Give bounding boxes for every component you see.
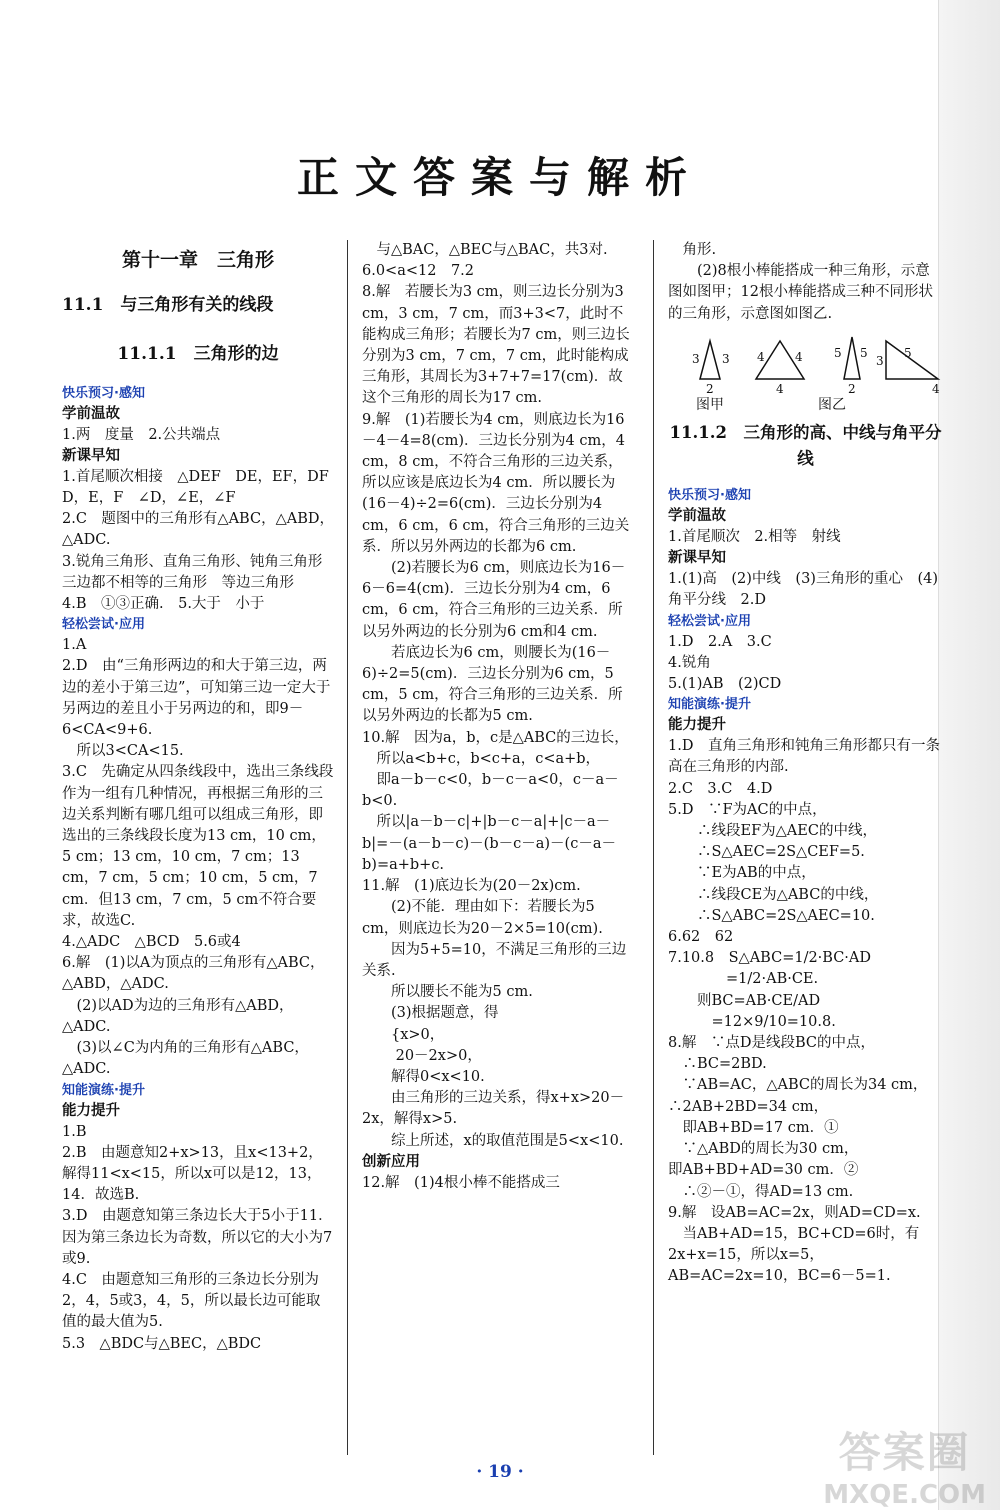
answer-line: 10.解 因为a，b，c是△ABC的三边长，: [362, 729, 629, 746]
answer-line: (3)以∠C为内角的三角形有△ABC，△ADC.: [62, 1040, 309, 1078]
tri2-left: 4: [757, 349, 765, 364]
column-3: [668, 240, 943, 1288]
answer-line: 4.△ADC △BCD 5.6或4: [62, 934, 241, 951]
answer-line: 4.锐角: [668, 654, 711, 671]
answer-line: 2.D 由“三角形两边的和大于第三边，两边的差小于第三边”，可知第三边一定大于另两边的差且小于另两边的和，即9－6<CA<9+6.: [62, 658, 331, 739]
tri2-right: 4: [795, 349, 803, 364]
answer-line: {x>0，: [362, 1026, 445, 1043]
answer-line: ∴线段EF为△AEC的中线，: [668, 823, 877, 840]
column-divider-2: [653, 240, 654, 1455]
watermark-url: MXQE.COM: [823, 1480, 986, 1510]
answer-line: 8.解 ∵点D是线段BC的中点，: [668, 1035, 875, 1052]
sub-heading: 学前温故: [668, 508, 726, 525]
column-3-content: [668, 486, 943, 1288]
answer-line: 所以a<b+c，b<c+a，c<a+b，: [362, 750, 601, 767]
tri3-right: 5: [860, 345, 868, 360]
caption-figure-a: 图甲: [696, 396, 724, 413]
column-3-top-content: [668, 240, 943, 325]
section-heading: 11.1 与三角形有关的线段: [62, 295, 274, 316]
tri4-right: 5: [904, 345, 912, 360]
answer-line: 1.(1)高 (2)中线 (3)三角形的重心 (4)角平分线 2.D: [668, 571, 938, 609]
tri3-left: 5: [834, 345, 842, 360]
answer-line: 所以|a－b－c|+|b－c－a|+|c－a－b|=－(a－b－c)－(b－c－a)－(c－a－b)=a+b+c.: [362, 814, 616, 873]
answer-line: 则BC=AB·CE/AD: [668, 992, 821, 1009]
answer-line: =12×9/10=10.8.: [668, 1013, 836, 1030]
answer-line: ∴S△ABC=2S△AEC=10.: [668, 907, 875, 924]
watermark-logo: 答案圈: [838, 1428, 971, 1477]
tri1-left: 3: [692, 351, 700, 366]
section-tag: 快乐预习·感知: [62, 385, 145, 401]
sub-heading: 能力提升: [62, 1102, 120, 1119]
answer-line: 即a－b－c<0，b－c－a<0，c－a－b<0.: [362, 772, 619, 810]
answer-line: (2)8根小棒能搭成一种三角形，示意图如图甲；12根小棒能搭成三种不同形状的三角形，示意图如图乙.: [668, 263, 933, 322]
answer-line: 6.62 62: [668, 929, 734, 946]
answer-line: 12.解 (1)4根小棒不能搭成三: [362, 1174, 560, 1191]
answer-line: 11.解 (1)底边长为(20－2x)cm.: [362, 878, 581, 895]
answer-line: 当AB+AD=15，BC+CD=6时，有2x+x=15，所以x=5，AB=AC=2x=10，BC=6－5=1.: [668, 1225, 920, 1285]
answer-line: 1.D 直角三角形和钝角三角形都只有一条高在三角形的内部.: [668, 738, 940, 776]
answer-line: 解得0<x<10.: [362, 1068, 485, 1085]
answer-line: 即AB+BD+AD=30 cm．②: [668, 1162, 859, 1179]
answer-line: 与△BAC，△BEC与△BAC，共3对.: [362, 242, 608, 258]
triangle-figure: [668, 331, 943, 395]
answer-line: 4.B ①③正确. 5.大于 小于: [62, 596, 265, 613]
tri4-base: 4: [932, 381, 940, 395]
answer-line: 1.D 2.A 3.C: [668, 633, 772, 650]
column-1-content: [62, 384, 344, 1355]
answer-line: 所以腰长不能为5 cm.: [362, 984, 533, 1001]
answer-line: ∴S△AEC=2S△CEF=5.: [668, 844, 865, 861]
triangle-d: [886, 341, 938, 379]
answer-line: 6.解 (1)以A为顶点的三角形有△ABC，△ABD，△ADC.: [62, 955, 325, 993]
caption-figure-b: 图乙: [818, 396, 846, 413]
figure-captions: [696, 395, 846, 416]
subsection-heading-2: 11.1.2 三角形的高、中线与角平分线: [669, 423, 942, 469]
section-tag: 知能演练·提升: [668, 697, 751, 713]
answer-line: 9.解 设AB=AC=2x，则AD=CD=x.: [668, 1204, 921, 1221]
section-tag: 知能演练·提升: [62, 1082, 145, 1098]
triangle-c: [844, 337, 860, 379]
answer-line: 1.A: [62, 637, 87, 654]
column-1: [62, 240, 344, 1355]
sub-heading: 创新应用: [362, 1153, 420, 1170]
column-2-content: [362, 240, 634, 1194]
answer-line: ∴②－①，得AD=13 cm.: [668, 1183, 854, 1200]
answer-line: 9.解 (1)若腰长为4 cm，则底边长为16－4－4=8(cm)．三边长分别为4 cm，4 cm，8 cm，不符合三角形的三边关系，所以应该是底边长为4 cm．所以腰长为(16－4)÷2=6(cm)．三边长分别为4 cm，6 cm，6 cm，符合三角形的三边关系．所以另外两边的长都为6 cm.: [362, 411, 630, 555]
answer-line: 3.C 先确定从四条线段中，选出三条线段作为一组有几种情况，再根据三角形的三边关系判断有哪几组可以组成三角形，即选出的三条线段长度为13 cm，10 cm，5 cm；13 cm，10 cm，7 cm；13 cm，7 cm，5 cm；10 cm，5 cm，7 cm．但13 cm，7 cm，5 cm不符合要求，故选C.: [62, 764, 334, 929]
answer-line: 所以3<CA<15.: [62, 743, 184, 760]
triangle-a: [700, 341, 720, 379]
page-title: 正文答案与解析: [296, 153, 703, 202]
sub-heading: 新课早知: [668, 550, 726, 567]
answer-line: 1.首尾顺次 2.相等 射线: [668, 529, 841, 546]
column-2: [362, 240, 634, 1194]
subsection-heading: 11.1.1 三角形的边: [117, 344, 279, 365]
section-tag: 轻松尝试·应用: [62, 617, 145, 633]
tri4-left: 3: [876, 353, 884, 368]
watermark: [823, 1420, 986, 1510]
answer-line: (2)若腰长为6 cm，则底边长为16－6－6=4(cm)．三边长分别为4 cm，6 cm，6 cm，符合三角形的三边关系．所以另外两边的长分别为6 cm和4 cm.: [362, 560, 626, 640]
answer-line: 1.B: [62, 1123, 87, 1140]
answer-line: 若底边长为6 cm，则腰长为(16－6)÷2=5(cm)．三边长分别为6 cm，5 cm，5 cm，符合三角形的三边关系．所以另外两边的长都为5 cm.: [362, 644, 623, 725]
answer-line: (3)根据题意，得: [362, 1005, 499, 1022]
answer-line: 3.D 由题意知第三条边长大于5小于11．因为第三条边长为奇数，所以它的大小为7或9.: [62, 1208, 333, 1267]
answer-line: 2.C 3.C 4.D: [668, 780, 773, 797]
answer-line: 5.D ∵F为AC的中点，: [668, 801, 827, 818]
page-number: · 19 ·: [476, 1462, 524, 1482]
answer-line: 20－2x>0，: [362, 1047, 482, 1064]
answer-line: 6.0<a<12 7.2: [362, 263, 475, 280]
answer-line: 1.两 度量 2.公共端点: [62, 426, 221, 443]
answer-line: (2)以AD为边的三角形有△ABD，△ADC.: [62, 997, 294, 1035]
answer-line: 角形.: [668, 242, 717, 258]
answer-line: ∴线段CE为△ABC的中线，: [668, 886, 879, 903]
answer-line: 即AB+BD=17 cm．①: [668, 1119, 839, 1136]
section-tag: 轻松尝试·应用: [668, 613, 751, 629]
answer-line: 4.C 由题意知三角形的三条边长分别为2，4，5或3，4，5，所以最长边可能取值的最大值为5.: [62, 1271, 321, 1331]
answer-line: 综上所述，x的取值范围是5<x<10.: [362, 1132, 624, 1149]
page-spine-shadow: [938, 0, 1000, 1510]
answer-line: 7.10.8 S△ABC=1/2·BC·AD: [668, 950, 872, 967]
answer-line: 3.锐角三角形、直角三角形、钝角三角形 三边都不相等的三角形 等边三角形: [62, 553, 337, 591]
answer-line: 2.B 由题意知2+x>13，且x<13+2，解得11<x<15，所以x可以是12，13，14．故选B.: [62, 1144, 323, 1204]
column-divider-1: [347, 240, 348, 1455]
answer-line: 由三角形的三边关系，得x+x>20－2x，解得x>5.: [362, 1090, 625, 1128]
answer-line: =1/2·AB·CE.: [668, 971, 819, 988]
tri3-base: 2: [848, 381, 856, 395]
answer-line: 2.C 题图中的三角形有△ABC，△ABD，△ADC.: [62, 511, 334, 549]
chapter-heading: 第十一章 三角形: [121, 249, 274, 271]
answer-line: ∴BC=2BD.: [668, 1056, 767, 1073]
tri1-right: 3: [722, 351, 730, 366]
answer-line: 1.首尾顺次相接 △DEF DE，EF，DF D，E，F ∠D，∠E，∠F: [62, 468, 344, 507]
triangle-diagrams: [668, 331, 943, 395]
answer-line: 5.3 △BDC与△BEC，△BDC: [62, 1335, 262, 1352]
tri2-base: 4: [776, 381, 784, 395]
sub-heading: 新课早知: [62, 447, 120, 464]
answer-line: ∵AB=AC，△ABC的周长为34 cm，∴2AB+2BD=34 cm，: [668, 1077, 928, 1115]
answer-line: ∵△ABD的周长为30 cm，: [668, 1141, 859, 1158]
answer-line: (2)不能．理由如下：若腰长为5 cm，则底边长为20－2×5=10(cm).: [362, 899, 603, 937]
sub-heading: 能力提升: [668, 717, 726, 734]
answer-line: 8.解 若腰长为3 cm，则三边长分别为3 cm，3 cm，7 cm，而3+3<7，此时不能构成三角形；若腰长为7 cm，则三边长分别为3 cm，7 cm，7 cm，此时能构成三角形，其周长为3+7+7=17(cm)．故这个三角形的周长为17 cm.: [362, 284, 630, 407]
answer-line: 因为5+5=10，不满足三角形的三边关系.: [362, 941, 627, 979]
answer-line: 5.(1)AB (2)CD: [668, 676, 782, 693]
section-tag: 快乐预习·感知: [668, 488, 751, 504]
sub-heading: 学前温故: [62, 405, 120, 422]
answer-line: ∵E为AB的中点，: [668, 865, 816, 882]
tri1-base: 2: [706, 381, 714, 395]
